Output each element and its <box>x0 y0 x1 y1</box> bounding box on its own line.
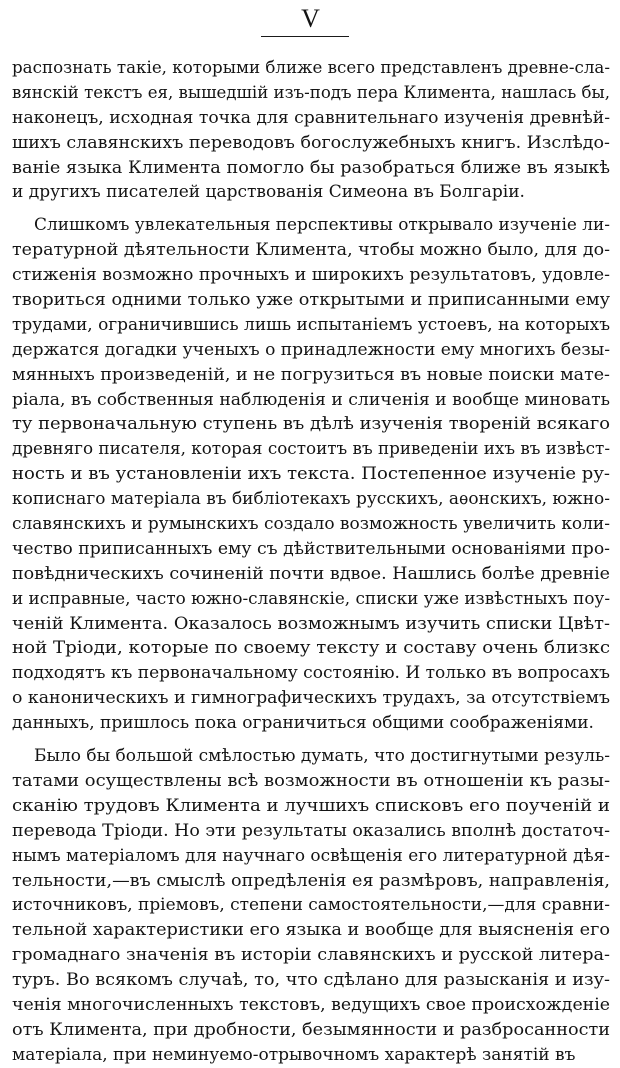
text-line-content: твориться одними только уже открытыми и приписанными ему <box>12 290 610 311</box>
text-line-content: древняго писателя, которая состоитъ въ приведеніи ихъ въ извѣст- <box>12 439 610 460</box>
paragraph-gap <box>12 205 610 213</box>
text-line <box>12 437 610 462</box>
page-body <box>12 56 610 1068</box>
text-line <box>12 968 610 993</box>
text-line <box>12 918 610 943</box>
text-line-content: шихъ славянскихъ переводовъ богослужебныхъ книгъ. Изслѣдо- <box>12 132 610 153</box>
text-line-content: чество приписанныхъ ему съ дѣйствительными основаніями про- <box>12 538 610 559</box>
text-line-content: о каноническихъ и гимнографическихъ трудахъ, за отсутствіемъ <box>12 688 610 709</box>
text-line <box>12 512 610 537</box>
text-line-content: мянныхъ произведеній, и не погрузиться въ новые поиски мате- <box>12 364 610 385</box>
text-line <box>12 993 610 1018</box>
text-line <box>12 562 610 587</box>
text-line <box>12 131 610 156</box>
text-line-content: распознать такіе, которыми ближе всего представленъ древне-сла- <box>12 58 610 78</box>
text-line <box>12 1018 610 1043</box>
text-line <box>12 943 610 968</box>
text-line-content: и другихъ писателей царствованія Симеона въ Болгаріи. <box>12 182 525 203</box>
text-line-content: ность и въ установленіи ихъ текста. Постепенное изученіе ру- <box>12 464 610 485</box>
text-line-content: славянскихъ и румынскихъ создало возможность увеличить коли- <box>12 514 610 535</box>
text-line <box>12 844 610 869</box>
text-line-content: Слишкомъ увлекательныя перспективы открывало изученіе ли- <box>34 215 610 236</box>
book-page <box>12 0 610 1068</box>
text-line <box>12 794 610 819</box>
text-line-content: отъ Климента, при дробности, безымянности и разбросанности <box>12 1019 610 1040</box>
text-line <box>12 363 610 388</box>
text-line <box>12 661 610 686</box>
text-line <box>12 288 610 313</box>
text-line-content: трудами, ограничившись лишь испытаніемъ устоевъ, на которыхъ <box>12 314 610 335</box>
text-line-content: громаднаго значенія въ исторіи славянскихъ и русской литера- <box>12 945 610 966</box>
text-line-content: ченій Климента. Оказалось возможнымъ изучить списки Цвѣт- <box>12 613 610 634</box>
text-line-content: тературной дѣятельности Климента, чтобы можно было, для до- <box>12 240 610 261</box>
text-line <box>12 263 610 288</box>
text-line <box>12 1043 610 1068</box>
text-line-content: наконецъ, исходная точка для сравнительнаго изученія древнѣй- <box>12 107 610 128</box>
text-line-content: повѣдническихъ сочиненій почти вдвое. Нашлись болѣе древніе <box>12 563 610 584</box>
text-line <box>12 636 610 661</box>
text-line <box>12 338 610 363</box>
text-line <box>12 180 610 205</box>
text-line <box>12 462 610 487</box>
text-line <box>12 213 610 238</box>
text-line-content: и исправные, часто южно-славянскіе, списки уже извѣстныхъ поу- <box>12 588 610 609</box>
page-number: V <box>301 4 321 33</box>
text-line <box>12 893 610 918</box>
text-line-content: сканію трудовъ Климента и лучшихъ списковъ его поученій и <box>12 795 610 816</box>
text-line <box>12 537 610 562</box>
text-line-content: кописнаго матеріала въ библіотекахъ русскихъ, аѳонскихъ, южно- <box>12 489 610 510</box>
paragraph-gap <box>12 736 610 744</box>
text-line <box>12 711 610 736</box>
text-line <box>12 869 610 894</box>
text-line <box>12 744 610 769</box>
text-line-content: стиженія возможно прочныхъ и широкихъ результатовъ, удовле- <box>12 265 610 286</box>
text-line-content: вянскій текстъ ея, вышедшій изъ-подъ пера Климента, нашлась бы, <box>12 82 610 103</box>
text-line-content: ту первоначальную ступень въ дѣлѣ изученія твореній всякаго <box>12 414 610 435</box>
text-line-content: ріала, въ собственныя наблюденія и сличенія и вообще миновать <box>12 389 610 410</box>
text-line <box>12 612 610 637</box>
page-number-rule <box>261 36 349 37</box>
text-line-content: подходятъ къ первоначальному состоянію. И только въ вопросахъ <box>12 663 610 684</box>
text-line <box>12 686 610 711</box>
text-line-content: ченія многочисленныхъ текстовъ, ведущихъ свое происхожденіе <box>12 994 610 1015</box>
text-line <box>12 106 610 131</box>
text-line <box>12 412 610 437</box>
text-line <box>12 238 610 263</box>
text-line-content: татами осуществлены всѣ возможности въ отношеніи къ разы- <box>12 770 610 791</box>
text-line-content: тельной характеристики его языка и вообще для выясненія его <box>12 920 610 941</box>
text-line-content: нымъ матеріаломъ для научнаго освѣщенія его литературной дѣя- <box>12 845 610 866</box>
text-line <box>12 56 610 81</box>
text-line <box>12 81 610 106</box>
text-line-content: тельности,—въ смыслѣ опредѣленія ея размѣровъ, направленія, <box>12 870 610 891</box>
text-line <box>12 487 610 512</box>
text-line-content: ваніе языка Климента помогло бы разобраться ближе въ языкѣ <box>12 157 610 178</box>
text-line-content: держатся догадки ученыхъ о принадлежности ему многихъ безы- <box>12 339 610 360</box>
text-line-content: туръ. Во всякомъ случаѣ, то, что сдѣлано для разысканія и изу- <box>12 970 610 991</box>
text-line-content: Было бы большой смѣлостью думать, что достигнутыми резуль- <box>34 746 610 767</box>
text-line <box>12 769 610 794</box>
text-line <box>12 388 610 413</box>
text-line <box>12 313 610 338</box>
text-line <box>12 587 610 612</box>
text-line <box>12 156 610 181</box>
text-line-content: источниковъ, пріемовъ, степени самостоятельности,—для сравни- <box>12 895 610 916</box>
text-line-content: перевода Тріоди. Но эти результаты оказались вполнѣ достаточ- <box>12 820 610 841</box>
text-line-content: матеріала, при неминуемо-отрывочномъ характерѣ занятій въ <box>12 1044 576 1065</box>
text-line-content: ной Тріоди, которые по своему тексту и составу очень близкс <box>12 638 610 659</box>
text-line-content: данныхъ, пришлось пока ограничиться общими соображеніями. <box>12 713 594 734</box>
text-line <box>12 819 610 844</box>
